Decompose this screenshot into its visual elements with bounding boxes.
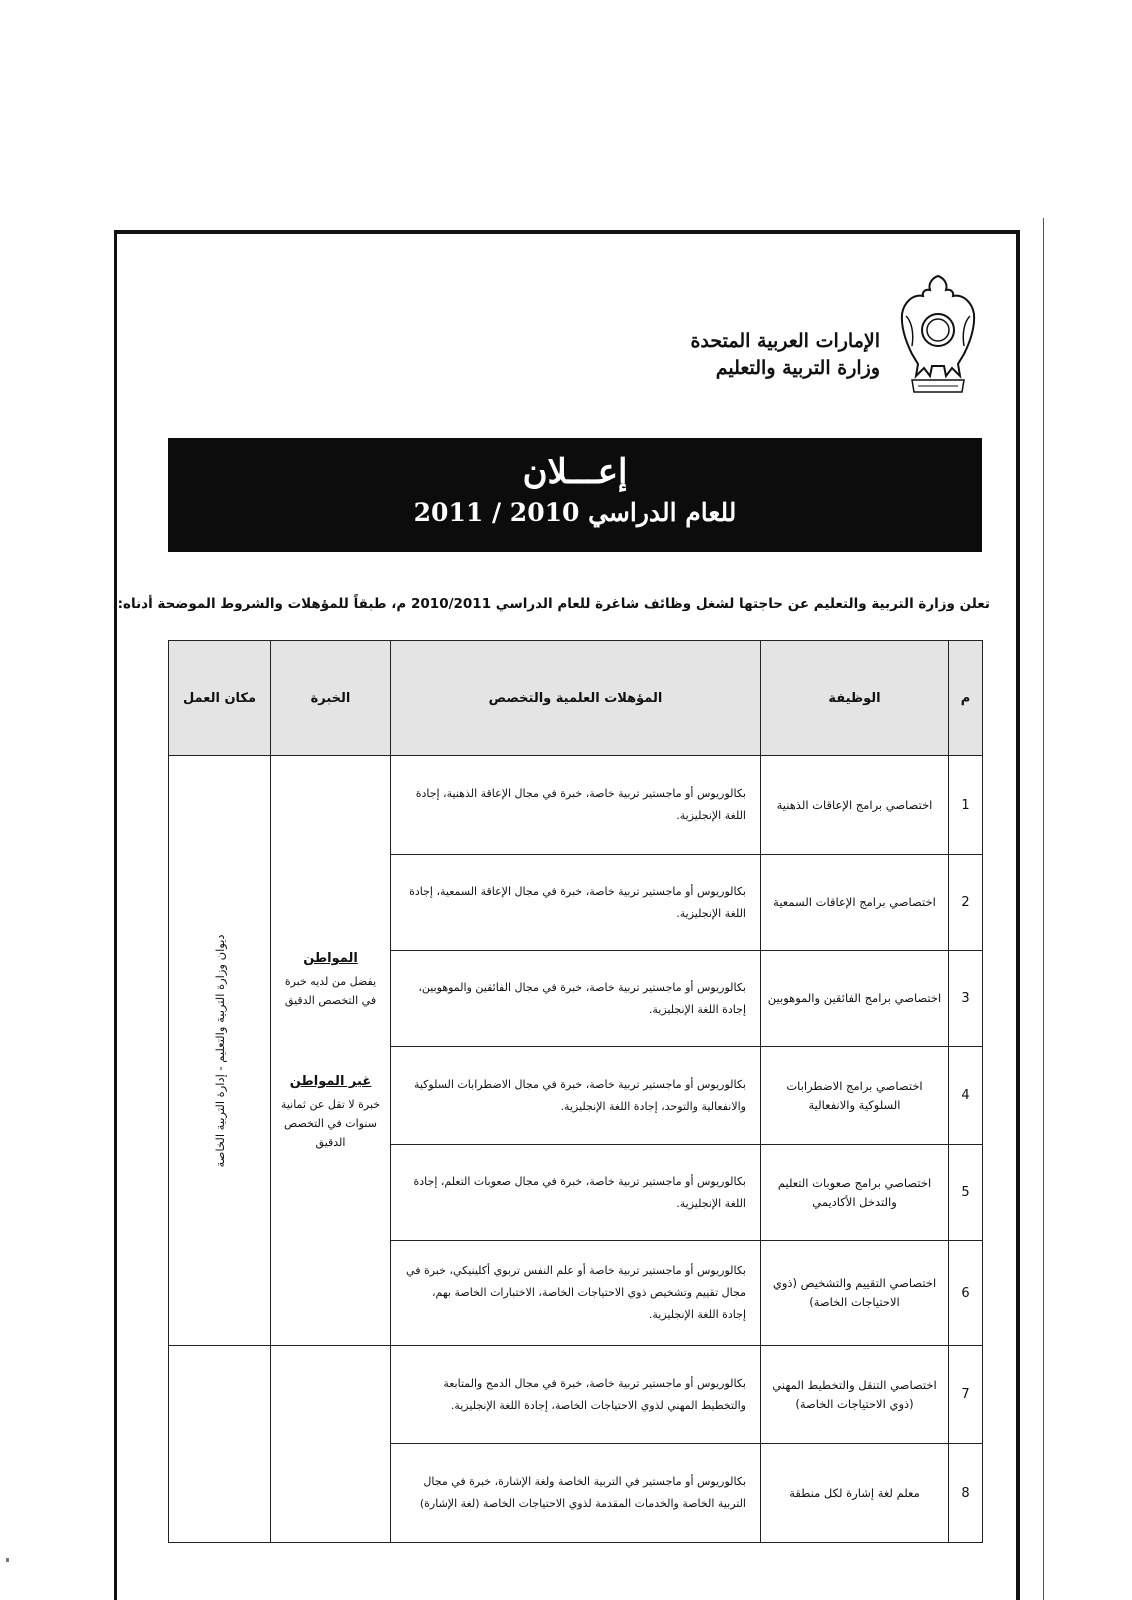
row-number: 5 [949,1145,983,1241]
banner-title: إعـــلان [522,452,628,492]
page-frame-left [114,230,117,1600]
job-qualifications: بكالوريوس أو ماجستير تربية خاصة، خبرة في مجال الدمج والمتابعة والتخطيط المهني لذوي الاحتياجات الخاصة، إجادة اللغة الإنجليزية. [391,1346,761,1444]
header-qualifications: المؤهلات العلمية والتخصص [391,641,761,756]
row-number: 7 [949,1346,983,1444]
table-header-row [169,641,983,756]
header-experience: الخبرة [271,641,391,756]
scan-edge-line [1043,218,1044,1600]
job-qualifications: بكالوريوس أو ماجستير تربية خاصة، خبرة في مجال الإعاقة الذهنية، إجادة اللغة الإنجليزية. [391,756,761,855]
citizen-title: المواطن [303,951,358,966]
row-number: 2 [949,855,983,951]
job-title: معلم لغة إشارة لكل منطقة [761,1444,949,1543]
header-job: الوظيفة [761,641,949,756]
table-row [169,1346,983,1444]
page-frame-top [114,230,1020,234]
banner-subtitle: للعام الدراسي 2010 / 2011 [413,498,737,527]
table-row [169,756,983,855]
noncitizen-experience [279,1072,382,1152]
country-name: الإمارات العربية المتحدة [690,330,880,352]
job-title: اختصاصي برامج صعوبات التعليم والتدخل الأكاديمي [761,1145,949,1241]
job-qualifications: بكالوريوس أو ماجستير تربية خاصة، خبرة في مجال الفائقين والموهوبين، إجادة اللغة الإنجليزية. [391,951,761,1047]
job-title: اختصاصي برامج الاضطرابات السلوكية والانفعالية [761,1047,949,1145]
citizen-experience [279,949,382,1010]
workplace-cell-continued [169,1346,271,1543]
experience-cell [271,756,391,1346]
row-number: 4 [949,1047,983,1145]
job-qualifications: بكالوريوس أو ماجستير تربية خاصة، خبرة في مجال الإعاقة السمعية، إجادة اللغة الإنجليزية. [391,855,761,951]
job-title: اختصاصي التنقل والتخطيط المهني (ذوي الاحتياجات الخاصة) [761,1346,949,1444]
noncitizen-text: خبرة لا تقل عن ثمانية سنوات في التخصص الدقيق [280,1098,381,1149]
workplace-cell [169,756,271,1346]
row-number: 1 [949,756,983,855]
row-number: 8 [949,1444,983,1543]
job-qualifications: بكالوريوس أو ماجستير تربية خاصة أو علم النفس تربوي أكلينيكي، خبرة في مجال تقييم وتشخيص ذوي الاحتياجات الخاصة، الاختبارات الخاصة بهم، إجادة اللغة الإنجليزية. [391,1241,761,1346]
job-title: اختصاصي برامج الإعاقات السمعية [761,855,949,951]
job-title: اختصاصي التقييم والتشخيص (ذوي الاحتياجات الخاصة) [761,1241,949,1346]
ministry-heading [690,328,880,382]
uae-eagle-emblem-icon [898,272,978,402]
announcement-banner [168,438,982,552]
ministry-name: وزارة التربية والتعليم [715,357,880,379]
experience-cell-continued [271,1346,391,1543]
workplace-text: ديوان وزارة التربية والتعليم - إدارة التربية الخاصة [212,933,227,1168]
header-num: م [949,641,983,756]
citizen-text: يفضل من لديه خبرة في التخصص الدقيق [284,975,377,1007]
page-frame-right [1016,230,1020,1600]
scan-artifact [6,1558,9,1562]
row-number: 6 [949,1241,983,1346]
job-qualifications: بكالوريوس أو ماجستير تربية خاصة، خبرة في مجال الاضطرابات السلوكية والانفعالية والتوحد، إجادة اللغة الإنجليزية. [391,1047,761,1145]
job-qualifications: بكالوريوس أو ماجستير في التربية الخاصة ولغة الإشارة، خبرة في مجال التربية الخاصة والخدمات المقدمة لذوي الاحتياجات الخاصة (لغة الإشارة) [391,1444,761,1543]
noncitizen-title: غير المواطن [289,1074,372,1089]
job-title: اختصاصي برامج الفائقين والموهوبين [761,951,949,1047]
job-qualifications: بكالوريوس أو ماجستير تربية خاصة، خبرة في مجال صعوبات التعلم، إجادة اللغة الإنجليزية. [391,1145,761,1241]
row-number: 3 [949,951,983,1047]
header-workplace: مكان العمل [169,641,271,756]
intro-paragraph: تعلن وزارة التربية والتعليم عن حاجتها لشغل وظائف شاغرة للعام الدراسي 2010/2011 م، طبقاً للمؤهلات والشروط الموضحة أدناه: [117,596,990,612]
job-title: اختصاصي برامج الإعاقات الذهنية [761,756,949,855]
vacancies-table [168,640,983,1543]
